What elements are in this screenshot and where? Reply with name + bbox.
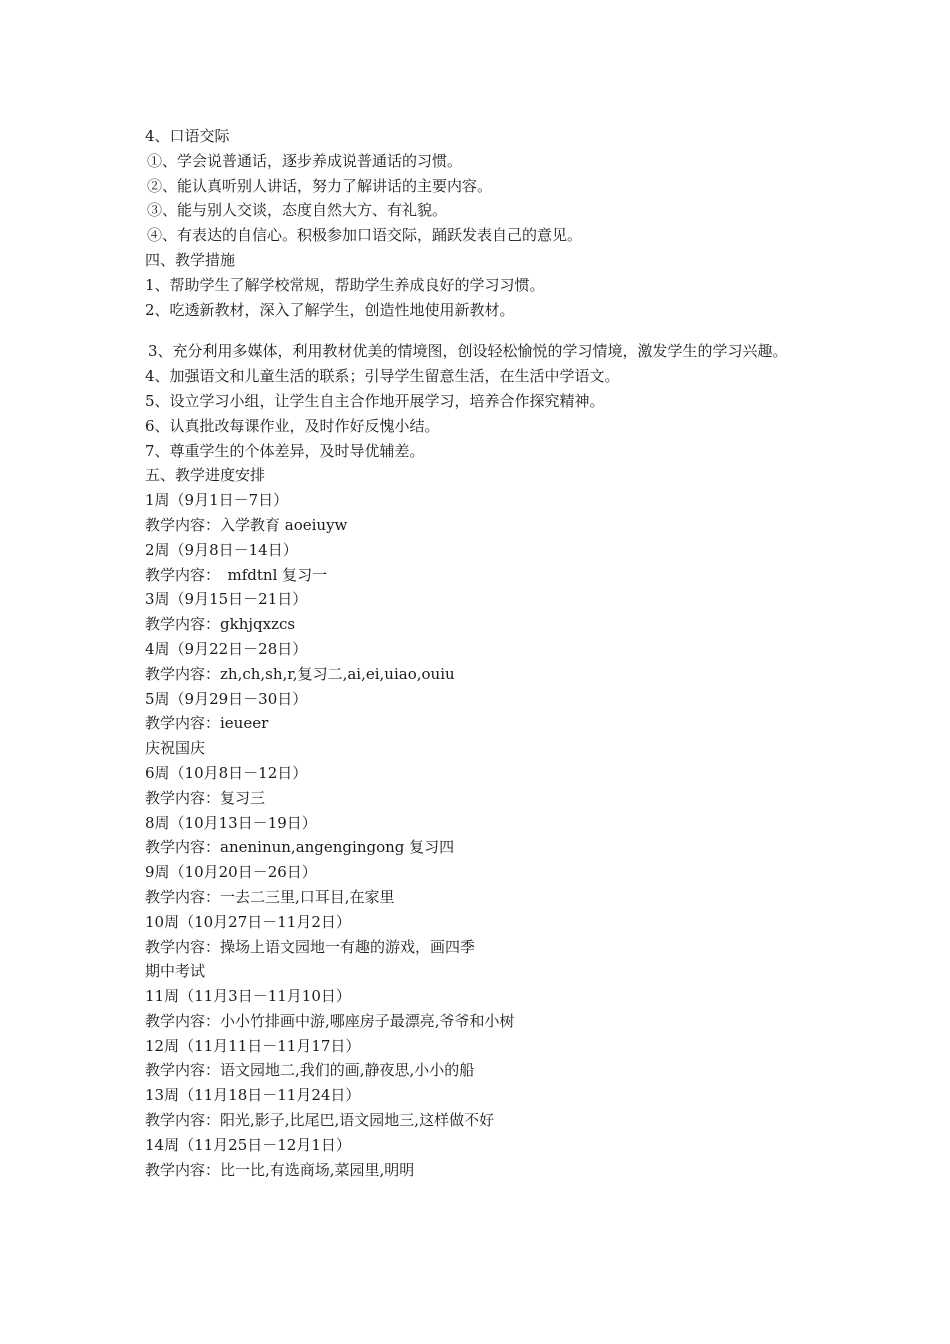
schedule-line: 14周（11月25日－12月1日） — [145, 1135, 351, 1154]
schedule-line: 教学内容：比一比,有选商场,菜园里,明明 — [145, 1160, 415, 1179]
schedule-line: 10周（10月27日－11月2日） — [145, 912, 351, 931]
schedule-line: 2周（9月8日－14日） — [145, 540, 298, 559]
section-heading-schedule: 五、教学进度安排 — [145, 466, 266, 485]
schedule-line: 3周（9月15日－21日） — [145, 590, 308, 609]
schedule-line: 教学内容：阳光,影子,比尾巴,语文园地三,这样做不好 — [145, 1111, 495, 1130]
speaking-item-1: ①、学会说普通话，逐步养成说普通话的习惯。 — [147, 151, 463, 170]
schedule-line: 1周（9月1日－7日） — [145, 491, 289, 510]
schedule-line: 教学内容：入学教育 aoeiuyw — [145, 515, 348, 534]
schedule-line: 5周（9月29日－30日） — [145, 689, 308, 708]
schedule-line: 12周（11月11日－11月17日） — [145, 1036, 361, 1055]
measure-item-3: 3、充分利用多媒体，利用教材优美的情境图，创设轻松愉悦的学习情境，激发学生的学习兴趣。 — [148, 342, 788, 361]
speaking-item-2: ②、能认真听别人讲话，努力了解讲话的主要内容。 — [147, 176, 493, 195]
schedule-line: 教学内容：aneninun,angengingong 复习四 — [145, 838, 455, 857]
measure-item-4: 4、加强语文和儿童生活的联系；引导学生留意生活，在生活中学语文。 — [145, 367, 620, 386]
measure-item-6: 6、认真批改每课作业，及时作好反愧小结。 — [145, 416, 440, 435]
schedule-line: 13周（11月18日－11月24日） — [145, 1086, 361, 1105]
schedule-line: 教学内容：zh,ch,sh,r,复习二,ai,ei,uiao,ouiu — [145, 664, 455, 683]
measure-item-2: 2、吃透新教材，深入了解学生，创造性地使用新教材。 — [145, 300, 515, 319]
schedule-line: 11周（11月3日－11月10日） — [145, 987, 351, 1006]
schedule-line: 教学内容：语文园地二,我们的画,静夜思,小小的船 — [145, 1061, 475, 1080]
schedule-line: 6周（10月8日－12日） — [145, 763, 308, 782]
schedule-line: 教学内容：复习三 — [145, 788, 266, 807]
speaking-item-3: ③、能与别人交谈，态度自然大方、有礼貌。 — [147, 201, 448, 220]
schedule-line: 教学内容：操场上语文园地一有趣的游戏，画四季 — [145, 937, 476, 956]
schedule-line: 教学内容：gkhjqxzcs — [145, 615, 296, 634]
schedule-line: 8周（10月13日－19日） — [145, 813, 317, 832]
schedule-line: 教学内容： mfdtnl 复习一 — [145, 565, 328, 584]
measure-item-7: 7、尊重学生的个体差异，及时导优辅差。 — [145, 441, 425, 460]
schedule-line: 期中考试 — [145, 962, 206, 981]
schedule-line: 9周（10月20日－26日） — [145, 863, 317, 882]
schedule-line: 教学内容：ieueer — [145, 714, 269, 733]
schedule-line: 庆祝国庆 — [145, 739, 206, 758]
measure-item-5: 5、设立学习小组，让学生自主合作地开展学习，培养合作探究精神。 — [145, 391, 605, 410]
measure-item-1: 1、帮助学生了解学校常规，帮助学生养成良好的学习习惯。 — [145, 275, 545, 294]
schedule-line: 4周（9月22日－28日） — [145, 639, 308, 658]
section-heading-speaking: 4、口语交际 — [145, 127, 230, 145]
document-page — [145, 124, 825, 1182]
schedule-line: 教学内容：一去二三里,口耳目,在家里 — [145, 887, 395, 906]
schedule-line: 教学内容：小小竹排画中游,哪座房子最漂亮,爷爷和小树 — [145, 1011, 515, 1030]
speaking-item-4: ④、有表达的自信心。积极参加口语交际，踊跃发表自己的意见。 — [147, 226, 583, 245]
section-heading-measures: 四、教学措施 — [145, 250, 236, 269]
schedule-list — [145, 488, 825, 1182]
paragraph-gap — [145, 322, 825, 339]
